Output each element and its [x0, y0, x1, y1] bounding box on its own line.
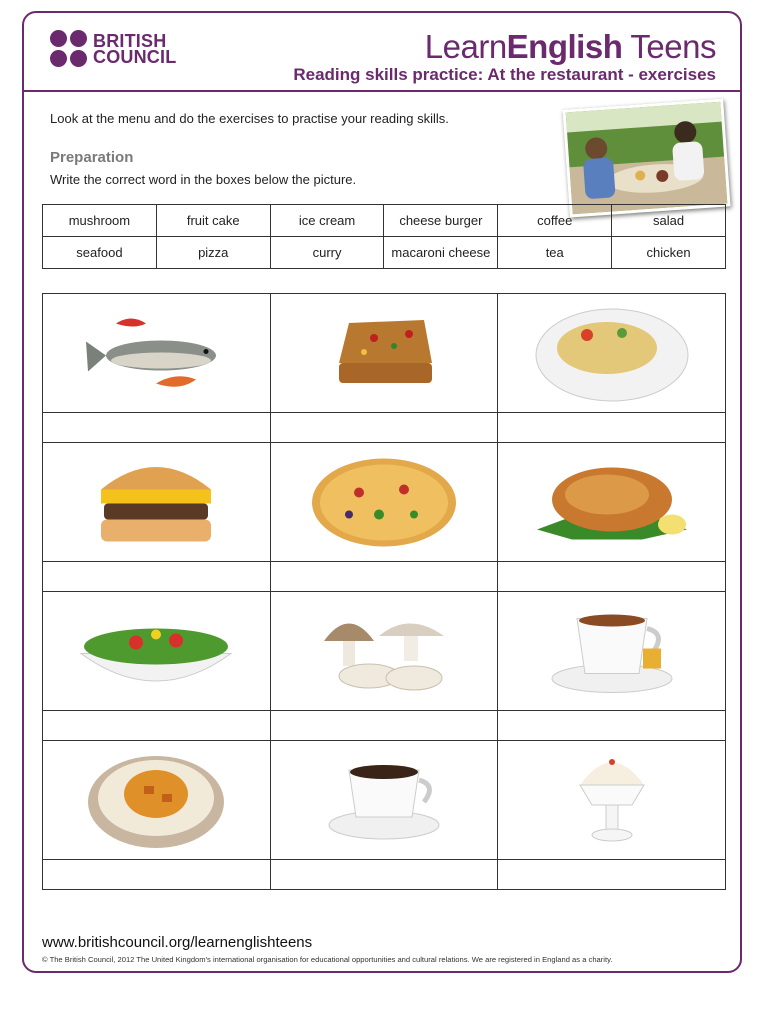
word-cell: macaroni cheese	[384, 237, 498, 269]
picture-answer-grid	[42, 293, 726, 890]
preparation-instruction: Write the correct word in the boxes below the picture.	[50, 172, 357, 187]
curry-picture	[43, 741, 271, 860]
word-cell: salad	[612, 205, 726, 237]
answer-box[interactable]	[43, 562, 271, 592]
answer-box[interactable]	[43, 860, 271, 890]
chicken-picture	[498, 443, 725, 562]
footer-url-link[interactable]: www.britishcouncil.org/learnenglishteens	[42, 934, 313, 951]
answer-box[interactable]	[43, 413, 271, 443]
answer-box[interactable]	[271, 711, 499, 741]
brand-english: English	[506, 28, 623, 65]
word-cell: seafood	[43, 237, 157, 269]
ice-cream-picture	[498, 741, 725, 860]
word-cell: coffee	[498, 205, 612, 237]
logo-dots-icon	[50, 30, 87, 67]
restaurant-photo	[562, 99, 730, 218]
header-divider	[22, 90, 742, 92]
cheese-burger-picture	[43, 443, 271, 562]
brand-learn: Learn	[424, 28, 507, 65]
intro-text: Look at the menu and do the exercises to practise your reading skills.	[50, 111, 449, 126]
answer-box[interactable]	[498, 562, 725, 592]
preparation-heading: Preparation	[50, 149, 134, 166]
learnenglish-teens-logo	[425, 28, 716, 66]
coffee-picture	[271, 741, 499, 860]
word-cell: ice cream	[270, 205, 384, 237]
answer-box[interactable]	[498, 413, 725, 443]
word-cell: mushroom	[43, 205, 157, 237]
answer-box[interactable]	[43, 711, 271, 741]
salad-picture	[43, 592, 271, 711]
macaroni-cheese-picture	[498, 294, 725, 413]
seafood-picture	[43, 294, 271, 413]
word-cell: cheese burger	[384, 205, 498, 237]
mushroom-picture	[271, 592, 499, 711]
british-council-logo	[50, 30, 176, 67]
page-title: Reading skills practice: At the restaurant - exercises	[293, 65, 716, 84]
word-cell: fruit cake	[156, 205, 270, 237]
answer-box[interactable]	[498, 711, 725, 741]
word-bank-row	[43, 205, 726, 237]
word-cell: pizza	[156, 237, 270, 269]
word-bank-row	[43, 237, 726, 269]
word-cell: curry	[270, 237, 384, 269]
brand-teens: Teens	[622, 28, 716, 65]
word-bank-table	[42, 204, 726, 269]
org-name-line1: BRITISH	[93, 30, 167, 51]
answer-box[interactable]	[271, 860, 499, 890]
word-cell: chicken	[612, 237, 726, 269]
tea-picture	[498, 592, 725, 711]
answer-box[interactable]	[271, 562, 499, 592]
org-name-line2: COUNCIL	[93, 46, 177, 67]
fruit-cake-picture	[271, 294, 499, 413]
pizza-picture	[271, 443, 499, 562]
word-cell: tea	[498, 237, 612, 269]
answer-box[interactable]	[271, 413, 499, 443]
answer-box[interactable]	[498, 860, 725, 890]
footer-copyright: © The British Council, 2012 The United Kingdom's international organisation for educational opportunities and cultural relations. We are registered in England as a charity.	[42, 955, 613, 964]
